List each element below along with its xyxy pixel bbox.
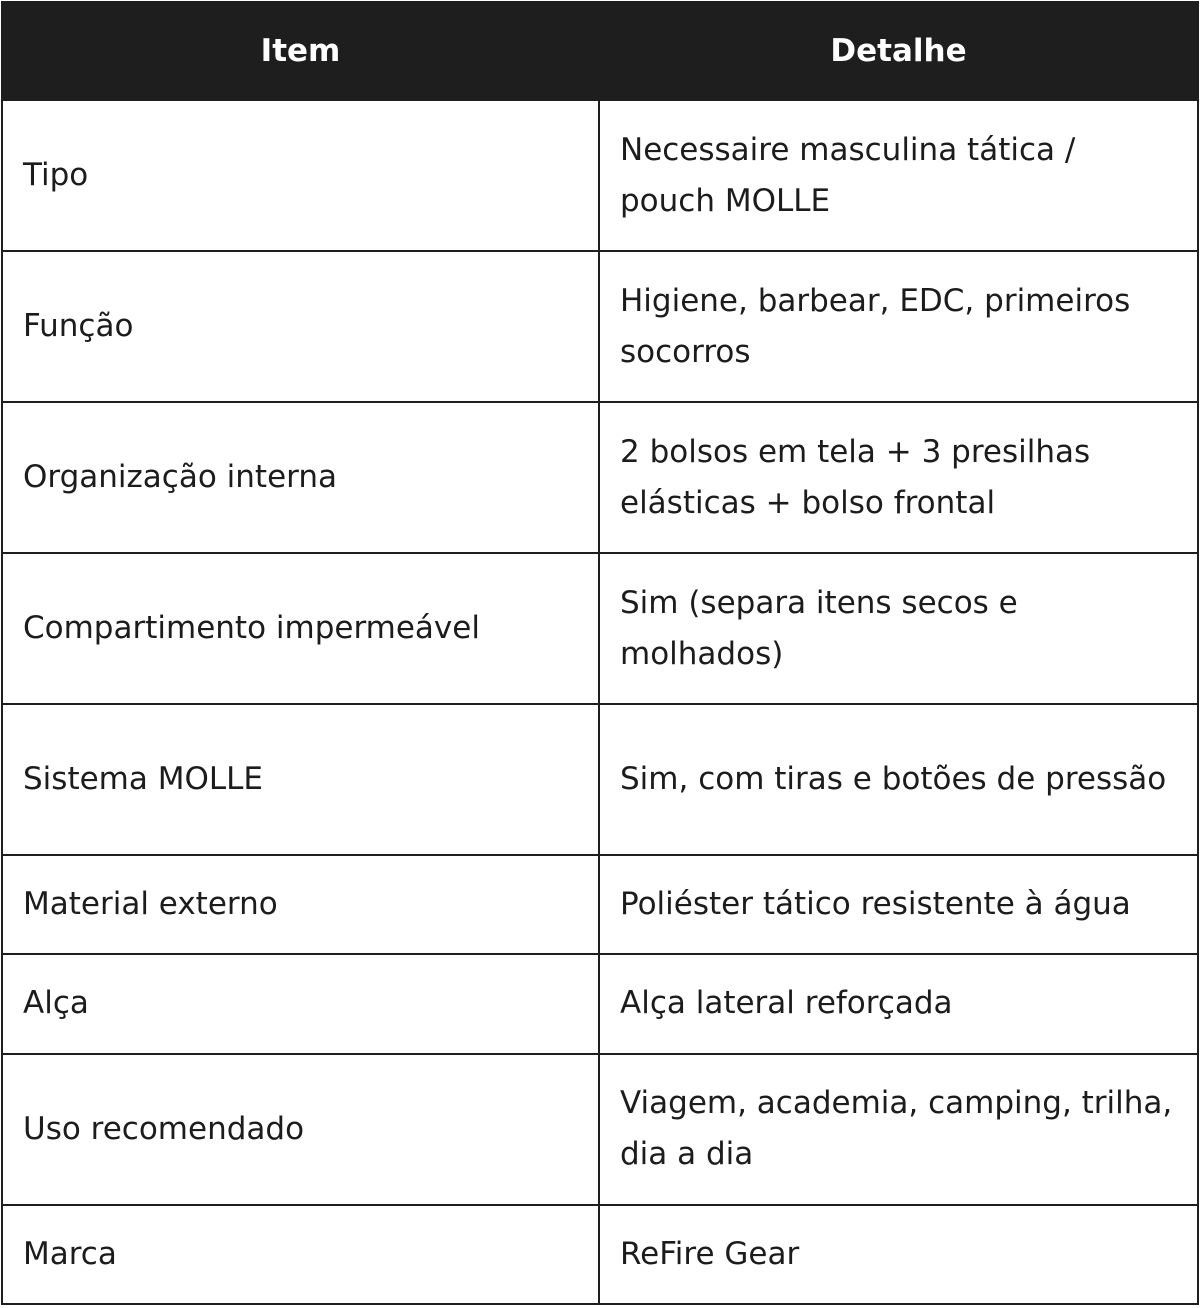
row-item: Marca bbox=[2, 1205, 599, 1304]
row-item: Uso recomendado bbox=[2, 1054, 599, 1205]
row-item: Compartimento impermeável bbox=[2, 553, 599, 704]
row-item: Material externo bbox=[2, 855, 599, 954]
row-detail: ReFire Gear bbox=[599, 1205, 1198, 1304]
spec-table bbox=[1, 1, 1199, 1305]
table-row bbox=[2, 251, 1198, 402]
table-row bbox=[2, 1205, 1198, 1304]
row-detail: Sim (separa itens secos e molhados) bbox=[599, 553, 1198, 704]
row-detail: Poliéster tático resistente à água bbox=[599, 855, 1198, 954]
row-detail: Viagem, academia, camping, trilha, dia a dia bbox=[599, 1054, 1198, 1205]
row-item: Sistema MOLLE bbox=[2, 704, 599, 855]
table-row bbox=[2, 704, 1198, 855]
row-item: Alça bbox=[2, 954, 599, 1053]
table-row bbox=[2, 100, 1198, 251]
table-row bbox=[2, 553, 1198, 704]
row-item: Organização interna bbox=[2, 402, 599, 553]
row-item: Função bbox=[2, 251, 599, 402]
header-item: Item bbox=[2, 2, 599, 100]
table-row bbox=[2, 855, 1198, 954]
row-detail: Higiene, barbear, EDC, primeiros socorros bbox=[599, 251, 1198, 402]
table-row bbox=[2, 402, 1198, 553]
table-row bbox=[2, 954, 1198, 1053]
row-item: Tipo bbox=[2, 100, 599, 251]
table-row bbox=[2, 1054, 1198, 1205]
header-detail: Detalhe bbox=[599, 2, 1198, 100]
row-detail: 2 bolsos em tela + 3 presilhas elásticas + bolso frontal bbox=[599, 402, 1198, 553]
row-detail: Sim, com tiras e botões de pressão bbox=[599, 704, 1198, 855]
row-detail: Necessaire masculina tática / pouch MOLLE bbox=[599, 100, 1198, 251]
table-header-row bbox=[2, 2, 1198, 100]
row-detail: Alça lateral reforçada bbox=[599, 954, 1198, 1053]
